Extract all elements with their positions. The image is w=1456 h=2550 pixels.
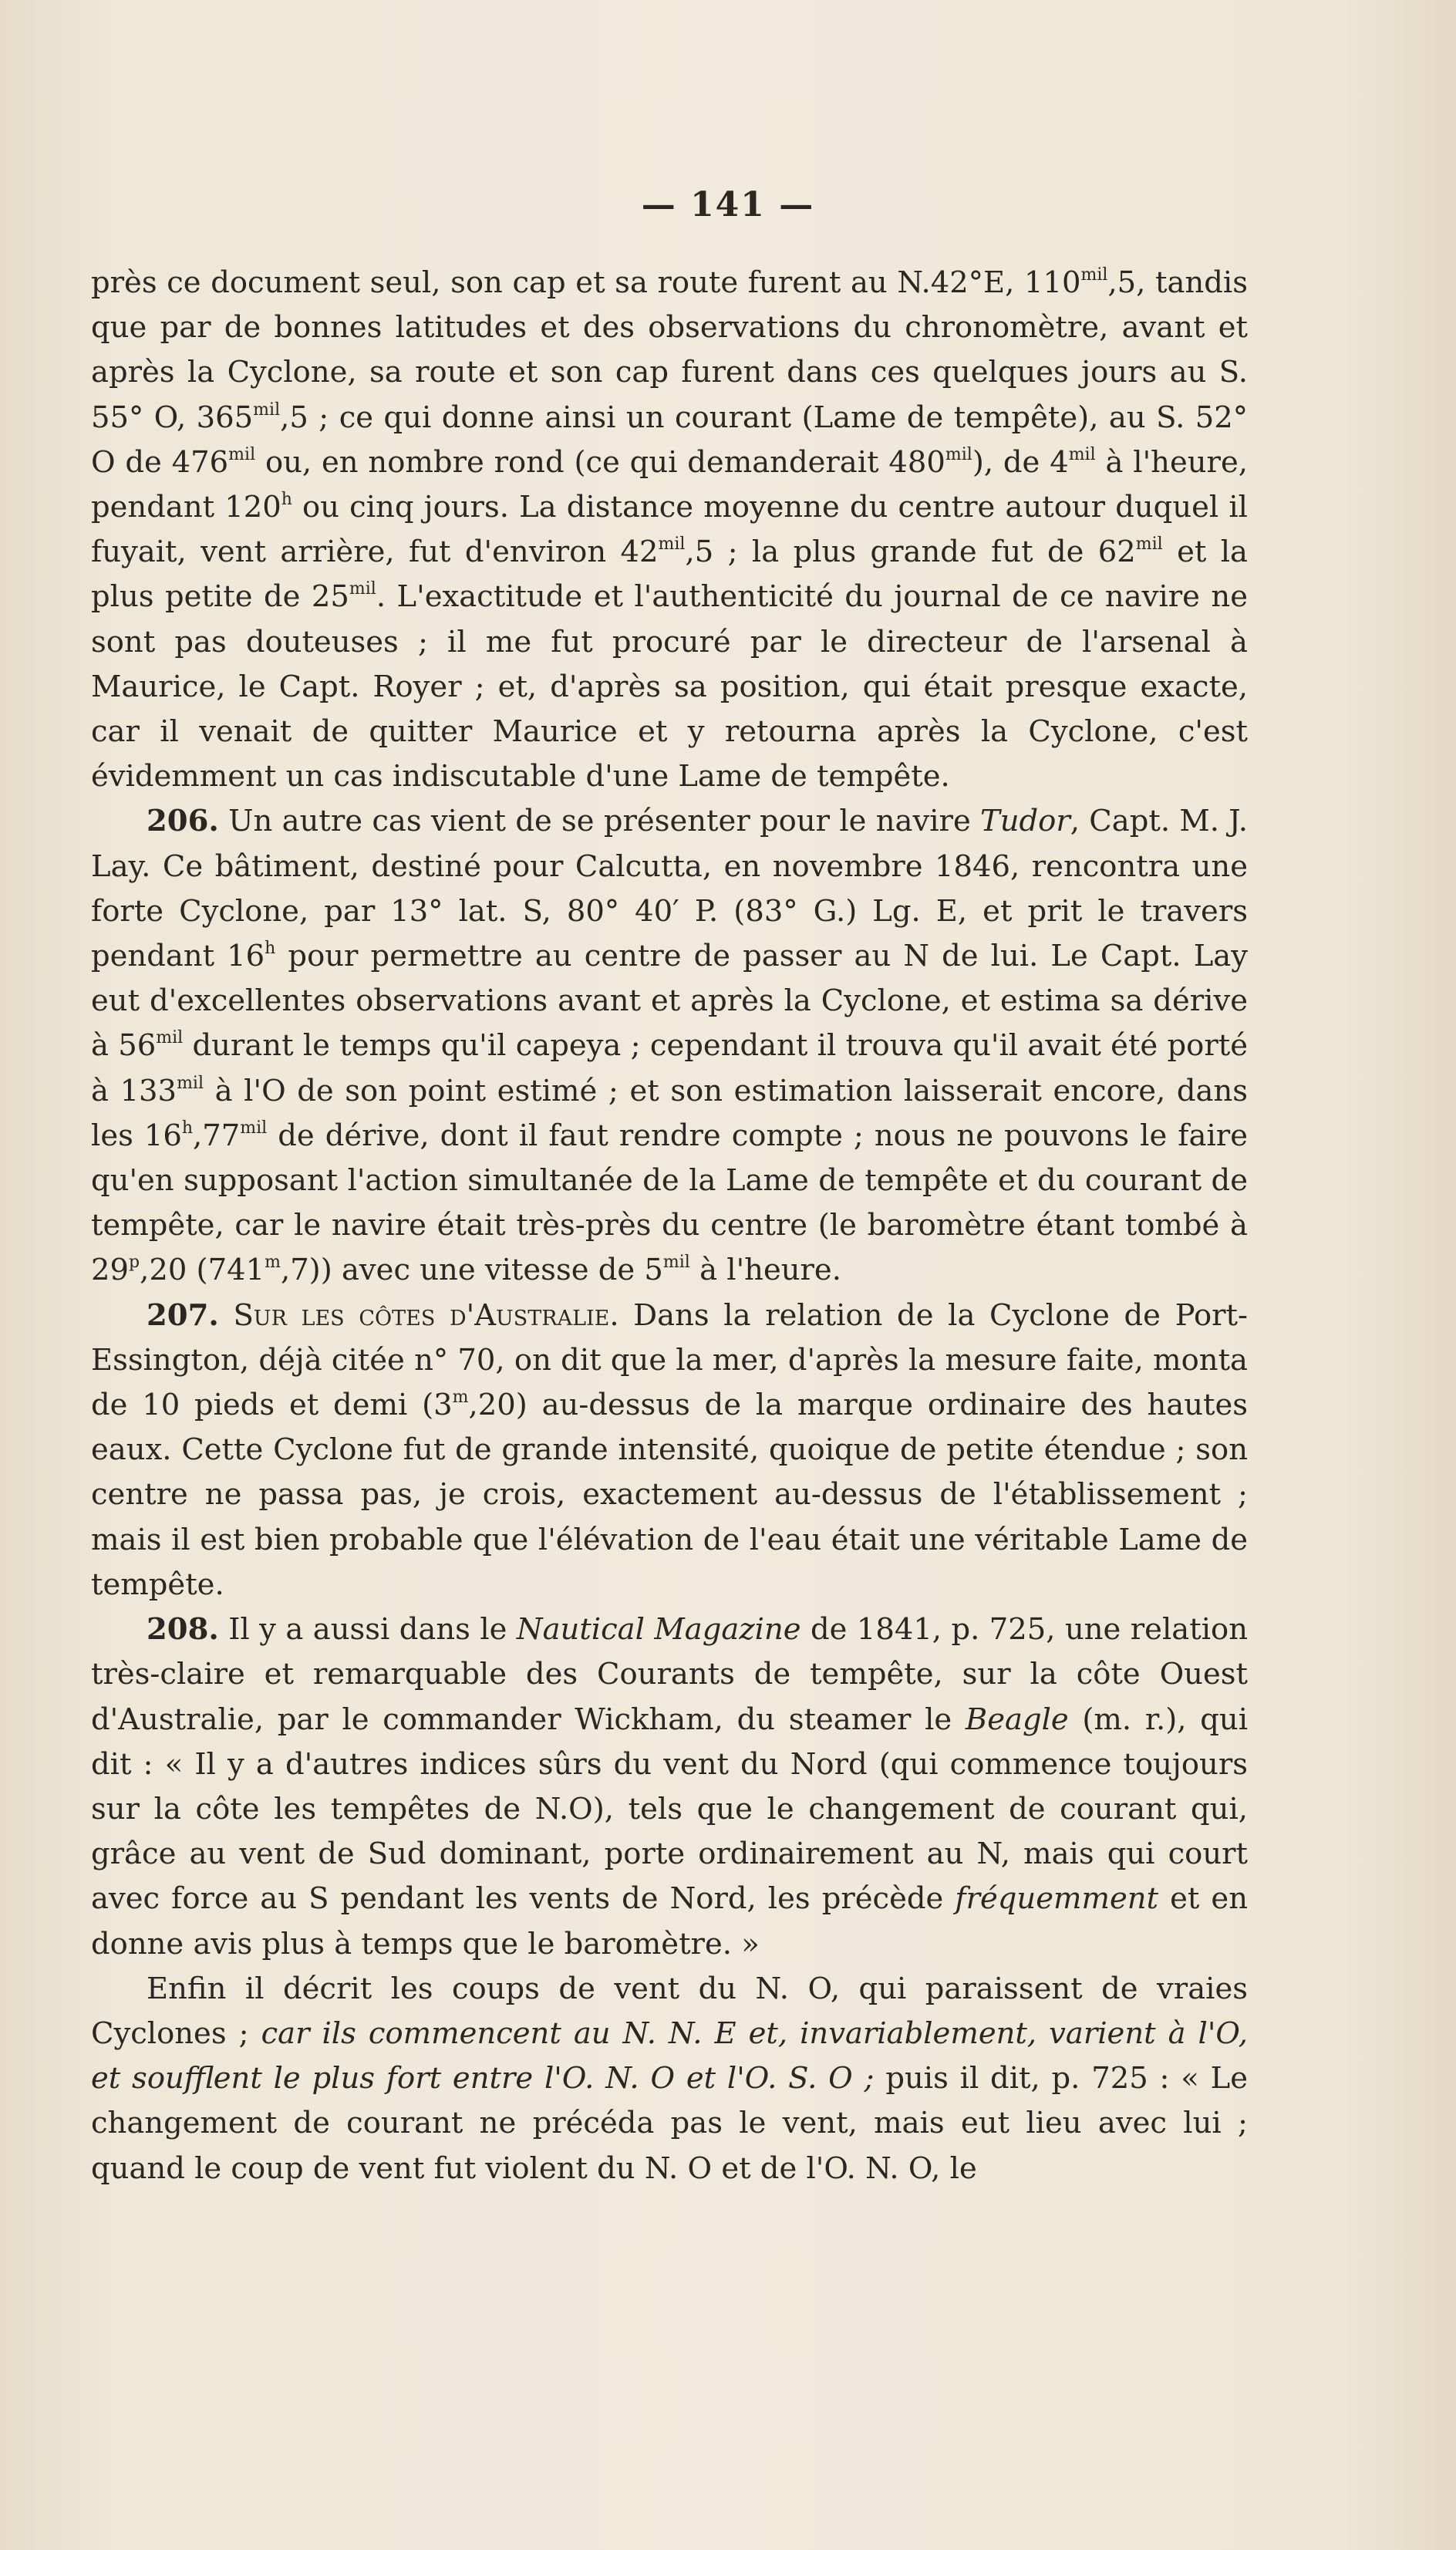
text-run: et la plus petite de 25 [91,535,1249,615]
text-run: à l'heure. [689,1253,841,1288]
text-run: et en donne avis plus à temps que le baromètre. » [91,1881,1248,1961]
text-run: Dans la relation de la Cyclone de Port-Essington, déjà citée n° 70, on dit que la mer, d'après la mesure faite, monta de 10 pieds et demi (3 [91,1297,1249,1423]
section-heading: Sur les côtes d'Australie. [233,1297,619,1333]
text-run: ou, en nombre rond (ce qui demanderait 480 [255,444,945,480]
paragraph [91,1967,1248,2191]
paragraph [91,799,1248,1293]
text-run: près ce document seul, son cap et sa route furent au N.42°E, 110 [91,265,1081,300]
superscript: h [181,1118,194,1138]
paragraph [91,1294,1248,1607]
text-run: . L'exactitude et l'authenticité du journal de ce navire ne sont pas douteuses ; il me fut procuré par le directeur de l'arsenal à Maurice, le Capt. Royer ; et, d'après sa position, qui était presque exacte, car il venait de quitter Maurice et y retourna après la Cyclone, c'est évidemment un cas indiscutable d'une Lame de tempête. [91,579,1248,794]
text-run: de dérive, dont il faut rendre compte ; nous ne pouvons le faire qu'en supposant l'action simultanée de la Lame de tempête et du courant de tempête, car le navire était très-près du centre (le baromètre étant tombé à 29 [91,1118,1248,1288]
italic-text: Nautical Magazine [516,1612,801,1648]
text-run: (m. r.), qui dit : « Il y a d'autres indices sûrs du vent du Nord (qui commence toujours sur la côte les tempêtes de N.O), tels que le changement de courant qui, grâce au vent de Sud dominant, porte ordinairement au N, mais qui court avec force au S pendant les vents de Nord, les précède [91,1702,1249,1917]
superscript: mil [177,1073,204,1093]
superscript: mil [945,444,972,464]
text-run: à l'heure, pendant 120 [91,444,1248,525]
text-run: ,20) au-dessus de la marque ordinaire des hautes eaux. Cette Cyclone fut de grande intensité, quoique de petite étendue ; son centre ne passa pas, je crois, exactement au-dessus de l'établissement ; mais il est bien probable que l'élévation de l'eau était une véritable Lame de tempête. [91,1388,1249,1602]
text-run: Un autre cas vient de se présenter pour le navire [218,804,981,839]
superscript: mil [1080,265,1108,285]
italic-text: fréquemment [955,1881,1159,1917]
superscript: mil [156,1028,184,1048]
text-run: à l'O de son point estimé ; et son estimation laisserait encore, dans les 16 [91,1073,1248,1153]
italic-text: Beagle [965,1702,1069,1737]
text-run: , Capt. M. J. Lay. Ce bâtiment, destiné pour Calcutta, en novembre 1846, rencontra une forte Cyclone, par 13° lat. S, 80° 40′ P. (83° G.) Lg. E, et prit le travers pendant 16 [91,804,1248,974]
superscript: h [265,939,276,959]
section-number: 207. [147,1297,219,1333]
superscript: mil [253,400,281,420]
superscript: h [281,490,292,510]
text-run: pour permettre au centre de passer au N de lui. Le Capt. Lay eut d'excellentes observations avant et après la Cyclone, et estima sa dérive à 56 [91,939,1248,1064]
italic-text: Tudor [980,804,1070,839]
text-run: durant le temps qu'il capeya ; cependant il trouva qu'il avait été porté à 133 [91,1028,1248,1108]
text-run: de 1841, p. 725, une relation très-claire et remarquable des Courants de tempête, sur la côte Ouest d'Australie, par le commander Wickham, du steamer le [91,1612,1248,1737]
text-run: Enfin il décrit les coups de vent du N. O, qui paraissent de vraies Cyclones ; [91,1971,1248,2051]
body-text [91,261,1248,2191]
text-run: ,5, tandis que par de bonnes latitudes et des observations du chronomètre, avant et après la Cyclone, sa route et son cap furent dans ces quelques jours au S. 55° O, 365 [91,265,1248,435]
paragraph [91,261,1248,799]
text-run: ), de 4 [972,444,1069,480]
superscript: mil [349,579,376,599]
text-run: puis il dit, p. 725 : « Le changement de courant ne précéda pas le vent, mais eut lieu avec lui ; quand le coup de vent fut violent du N. O et de l'O. N. O, le [91,2061,1248,2186]
superscript: mil [228,444,256,464]
text-run: ,5 ; la plus grande fut de 62 [685,535,1136,570]
superscript: m [265,1253,281,1273]
text-run: Il y a aussi dans le [218,1612,517,1648]
superscript: mil [240,1118,268,1138]
text-run: ,5 ; ce qui donne ainsi un courant (Lame de tempête), au S. 52° O de 476 [91,400,1248,480]
superscript: m [452,1388,469,1408]
text-run [219,1298,234,1333]
text-run: ,7)) avec une vitesse de 5 [280,1253,663,1288]
superscript: p [129,1253,140,1273]
text-run: ,77 [193,1118,241,1153]
section-number: 206. [147,804,219,839]
superscript: mil [1068,444,1096,464]
italic-text: car ils commencent au N. N. E et, invariablement, varient à l'O, et soufflent le plus fort entre l'O. N. O et l'O. S. O ; [91,2015,1248,2096]
paragraph [91,1607,1248,1967]
superscript: mil [658,535,686,555]
text-run: ,20 (741 [140,1253,265,1288]
page-number: — 141 — [641,185,815,224]
text-run: ou cinq jours. La distance moyenne du centre autour duquel il fuyait, vent arrière, fut d'environ 42 [91,490,1248,570]
superscript: mil [1135,535,1163,555]
superscript: mil [662,1253,690,1273]
section-number: 208. [147,1612,219,1648]
